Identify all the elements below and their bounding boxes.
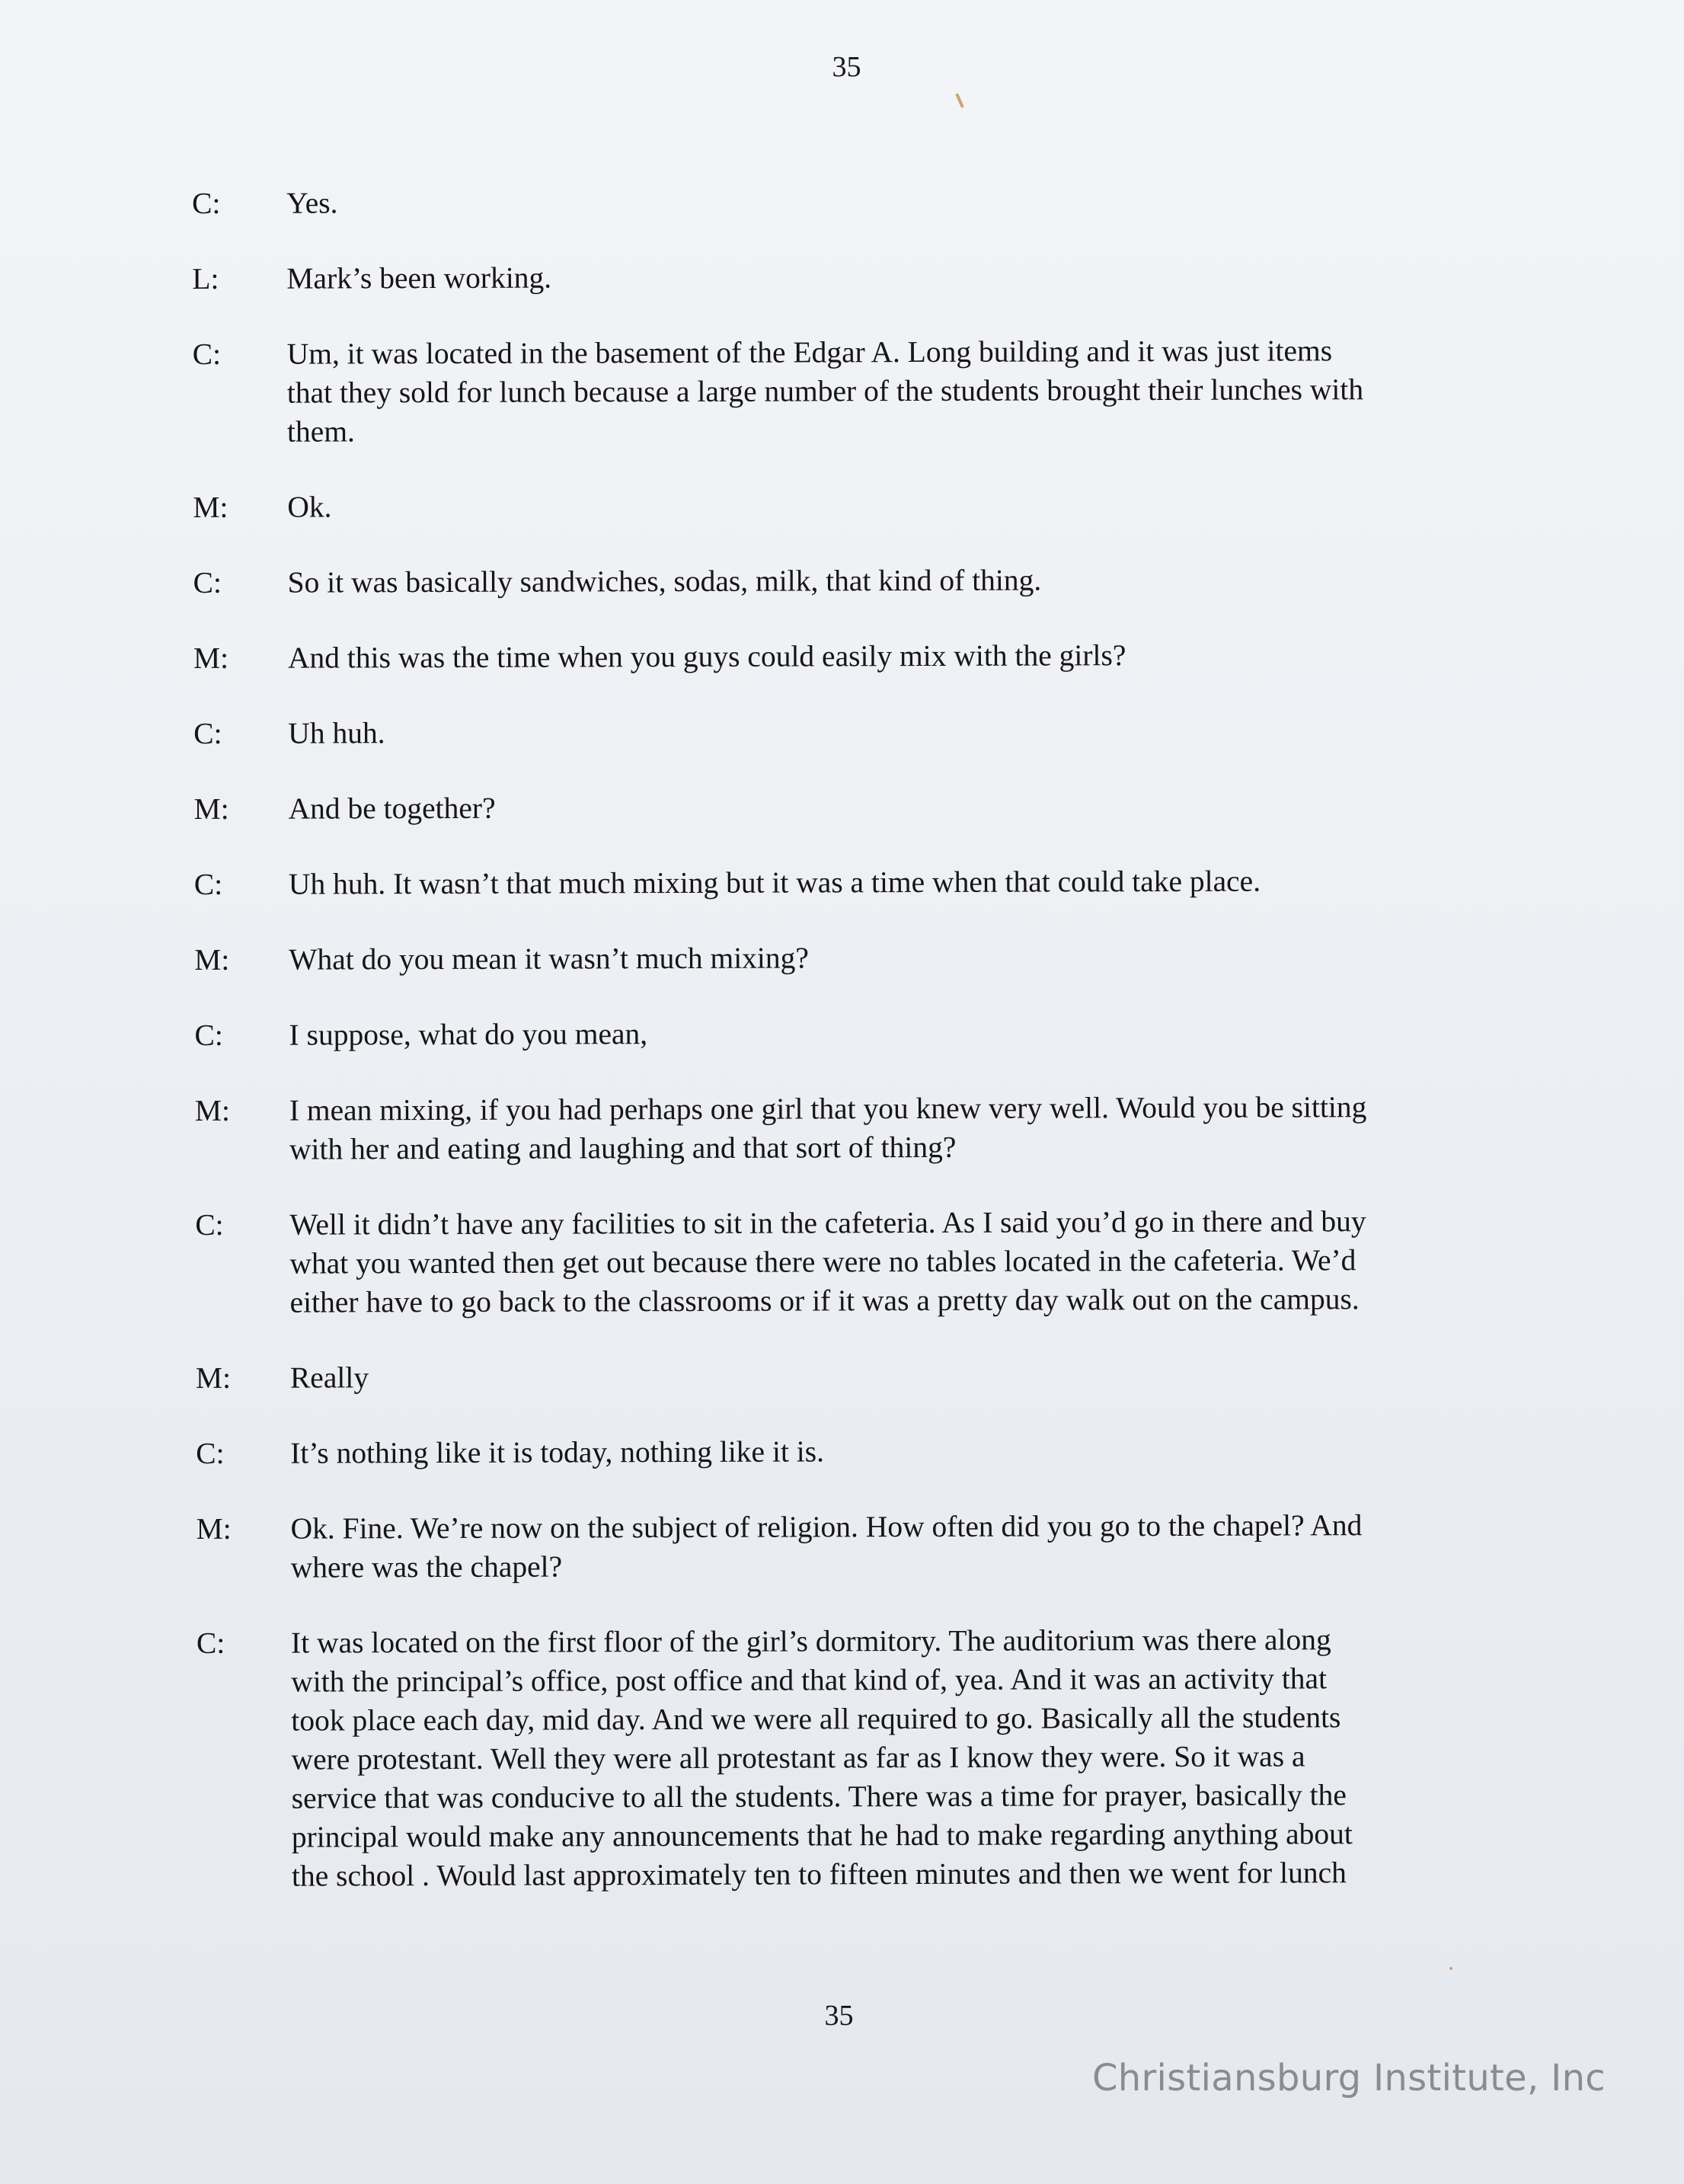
- speech-text: Mark’s been working.: [286, 261, 552, 296]
- transcript-turn: [195, 1088, 1505, 1169]
- speaker-label: M:: [193, 490, 228, 524]
- speech-text: So it was basically sandwiches, sodas, milk, that kind of thing.: [287, 563, 1042, 600]
- speech-text: And be together?: [288, 791, 496, 826]
- transcript-turn: [193, 635, 1503, 678]
- speaker-label: C:: [196, 1626, 225, 1660]
- transcript-turn: [197, 1620, 1507, 1896]
- speech-text: Um, it was located in the basement of the Edgar A. Long building and it was just items that they sold for lunch because a large number of the students brought their lunches with them.: [286, 334, 1364, 449]
- speaker-label: L:: [192, 261, 219, 296]
- speaker-label: M:: [194, 1093, 230, 1127]
- speech-text: Ok.: [287, 490, 332, 524]
- speech-text: And this was the time when you guys could easily mix with the girls?: [287, 638, 1126, 675]
- interview-transcript: [192, 181, 1507, 1933]
- speaker-label: C:: [195, 1207, 224, 1242]
- transcript-turn: [196, 1506, 1506, 1588]
- speaker-label: M:: [193, 791, 229, 826]
- transcript-turn: [193, 560, 1503, 603]
- transcript-turn: [196, 1431, 1506, 1473]
- speech-text: It’s nothing like it is today, nothing like it is.: [290, 1434, 825, 1470]
- speaker-label: C:: [194, 1018, 223, 1052]
- transcript-turn: [192, 256, 1502, 299]
- speaker-label: C:: [193, 565, 222, 600]
- speech-text: What do you mean it wasn’t much mixing?: [289, 941, 809, 977]
- speaker-label: C:: [192, 337, 222, 371]
- transcript-turn: [194, 937, 1504, 980]
- speaker-label: M:: [194, 942, 230, 977]
- speaker-label: C:: [196, 1436, 225, 1470]
- speech-text: Yes.: [286, 186, 338, 220]
- transcript-turn: [194, 1012, 1504, 1055]
- transcript-turn: [192, 181, 1502, 223]
- speech-text: Uh huh. It wasn’t that much mixing but it was a time when that could take place.: [288, 864, 1261, 901]
- speech-text: I mean mixing, if you had perhaps one girl that you knew very well. Would you be sitting with her and eating and laughing and that sort of thing?: [289, 1090, 1367, 1166]
- speaker-label: C:: [193, 867, 223, 901]
- speaker-label: M:: [195, 1361, 232, 1395]
- transcript-turn: [193, 331, 1503, 452]
- transcript-turn: [195, 1202, 1505, 1322]
- speaker-label: C:: [192, 186, 221, 220]
- page-number-bottom: 35: [824, 2000, 854, 2032]
- paper-speck: [955, 93, 964, 108]
- speaker-label: C:: [193, 716, 222, 750]
- speech-text: Ok. Fine. We’re now on the subject of religion. How often did you go to the chapel? And where was the chapel?: [290, 1508, 1363, 1584]
- speech-text: It was located on the first floor of the girl’s dormitory. The auditorium was there along with the principal’s office, post office and that kind of, yea. And it was an activity that took place each day, mid day. And we were all required to go. Basically all the students were protestant. Well they were all protestant as far as I know they were. So it was a service that was conducive to all the students. There was a time for prayer, basically the principal would make any announcements that he had to make regarding anything about the school . Would last approximately ten to fifteen minutes and then we went for lunch: [290, 1623, 1353, 1893]
- page-number-top: 35: [832, 51, 861, 83]
- speech-text: Uh huh.: [288, 716, 385, 750]
- speaker-label: M:: [193, 641, 229, 675]
- transcript-turn: [193, 484, 1503, 527]
- speech-text: Well it didn’t have any facilities to sit in the cafeteria. As I said you’d go in there and buy what you wanted then get out because there were no tables located in the cafeteria. We’d either have to go back to the classrooms or if it was a pretty day walk out on the campus.: [289, 1204, 1366, 1319]
- transcript-turn: [194, 862, 1504, 904]
- speaker-label: M:: [196, 1511, 232, 1546]
- transcript-turn: [196, 1355, 1506, 1398]
- transcript-turn: [193, 711, 1503, 753]
- speech-text: I suppose, what do you mean,: [289, 1017, 648, 1052]
- watermark: Christiansburg Institute, Inc: [1091, 2057, 1606, 2099]
- paper-speck: [1449, 1967, 1452, 1970]
- speech-text: Really: [289, 1361, 369, 1395]
- transcript-turn: [193, 786, 1503, 829]
